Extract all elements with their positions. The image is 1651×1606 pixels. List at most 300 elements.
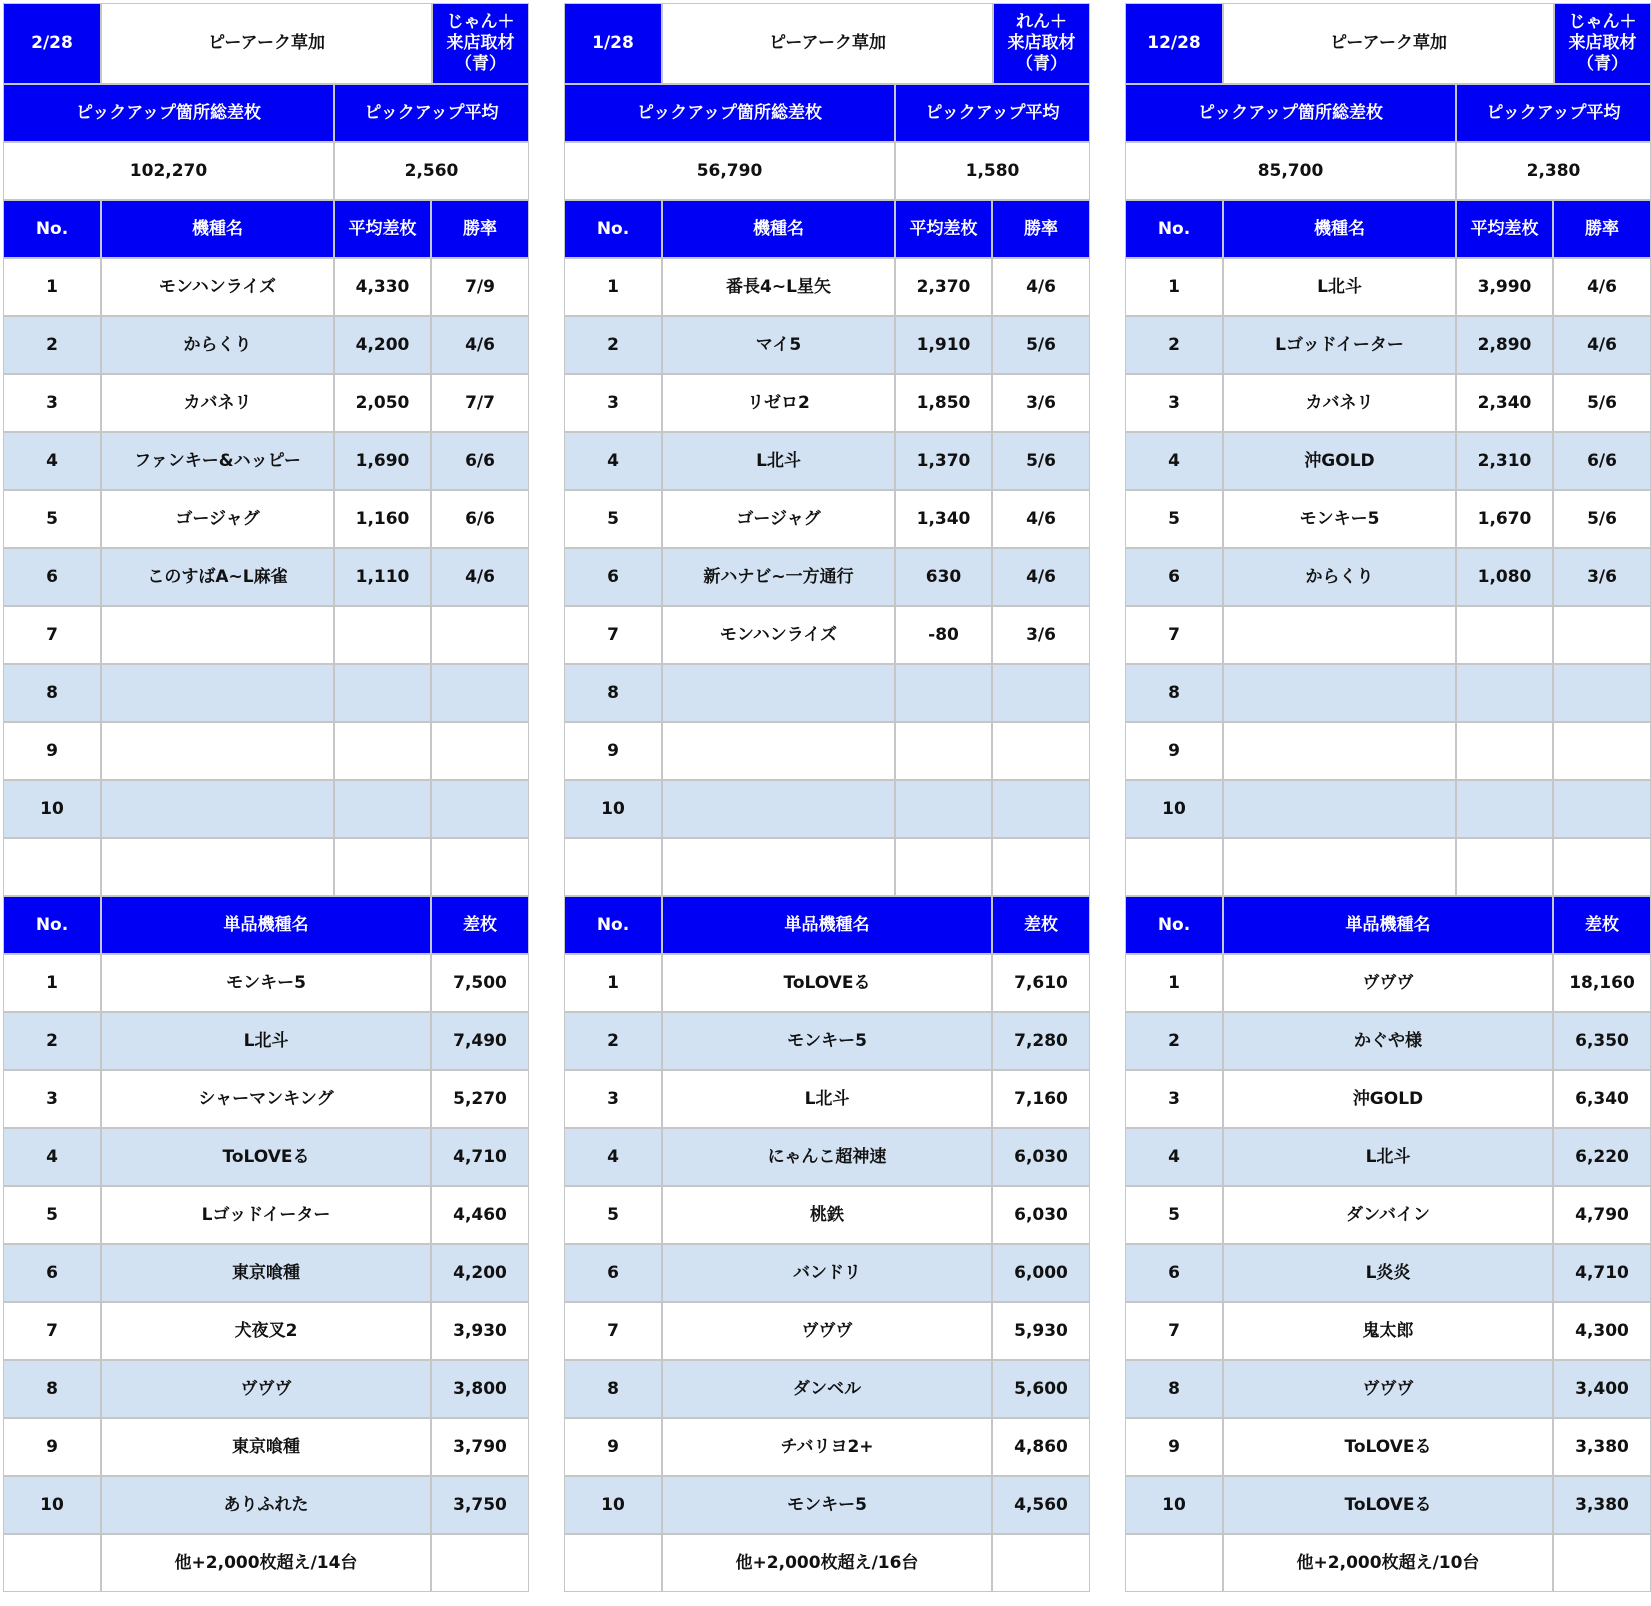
pickup-avg-header: ピックアップ平均 xyxy=(1456,84,1651,142)
win-rate xyxy=(992,722,1090,780)
avg-diff: 1,850 xyxy=(895,374,992,432)
row-number: 9 xyxy=(3,722,101,780)
diff-value: 18,160 xyxy=(1553,954,1651,1012)
win-rate xyxy=(1553,664,1651,722)
empty-cell xyxy=(564,1534,662,1592)
avg-diff xyxy=(334,722,431,780)
diff-value: 3,800 xyxy=(431,1360,529,1418)
single-model-name: 沖GOLD xyxy=(1223,1070,1553,1128)
table-row xyxy=(3,606,529,664)
diff-value: 6,340 xyxy=(1553,1070,1651,1128)
table-row xyxy=(564,316,1090,374)
empty-cell xyxy=(431,838,529,896)
row-number: 8 xyxy=(1125,1360,1223,1418)
row-number: 5 xyxy=(564,490,662,548)
single-model-name: ダンベル xyxy=(662,1360,992,1418)
event-label: じゃん＋ 来店取材 （青） xyxy=(432,3,529,84)
empty-cell xyxy=(662,838,895,896)
table-row xyxy=(564,780,1090,838)
row-number: 7 xyxy=(564,606,662,664)
avg-diff xyxy=(334,664,431,722)
table-row xyxy=(564,432,1090,490)
pickup-header-row xyxy=(3,84,529,142)
row-number: 3 xyxy=(1125,374,1223,432)
row-number: 5 xyxy=(3,490,101,548)
diff-value: 3,380 xyxy=(1553,1476,1651,1534)
avg-diff: 4,330 xyxy=(334,258,431,316)
empty-cell xyxy=(334,838,431,896)
single-model-header: 単品機種名 xyxy=(1223,896,1553,954)
panel-header xyxy=(3,3,529,84)
table-row xyxy=(1125,1186,1651,1244)
row-number: 2 xyxy=(3,1012,101,1070)
model-name xyxy=(662,664,895,722)
row-number: 2 xyxy=(564,316,662,374)
pickup-total-header: ピックアップ箇所総差枚 xyxy=(564,84,895,142)
empty-cell xyxy=(1223,838,1456,896)
diff-value: 6,030 xyxy=(992,1128,1090,1186)
table-row xyxy=(564,606,1090,664)
table-row xyxy=(564,548,1090,606)
avg-diff: 1,910 xyxy=(895,316,992,374)
model-name: 新ハナビ~一方通行 xyxy=(662,548,895,606)
model-name xyxy=(1223,780,1456,838)
model-name: モンキー5 xyxy=(1223,490,1456,548)
table-row xyxy=(1125,722,1651,780)
table-row xyxy=(3,1186,529,1244)
win-rate xyxy=(1553,606,1651,664)
single-model-name: バンドリ xyxy=(662,1244,992,1302)
pickup-total-header: ピックアップ箇所総差枚 xyxy=(1125,84,1456,142)
row-number: 8 xyxy=(1125,664,1223,722)
avg-diff: 2,340 xyxy=(1456,374,1553,432)
empty-cell xyxy=(564,838,662,896)
win-rate: 5/6 xyxy=(1553,490,1651,548)
row-number: 1 xyxy=(1125,954,1223,1012)
win-rate: 7/9 xyxy=(431,258,529,316)
diff-value: 7,610 xyxy=(992,954,1090,1012)
model-name: L北斗 xyxy=(1223,258,1456,316)
diff-header: 差枚 xyxy=(992,896,1090,954)
model-name xyxy=(101,722,334,780)
table-row xyxy=(564,664,1090,722)
table-row xyxy=(3,1012,529,1070)
spacer-row xyxy=(564,838,1090,896)
row-number: 5 xyxy=(3,1186,101,1244)
row-number: 6 xyxy=(564,548,662,606)
diff-header: 差枚 xyxy=(1553,896,1651,954)
table-row xyxy=(564,1186,1090,1244)
model-name: Lゴッドイーター xyxy=(1223,316,1456,374)
model-name: からくり xyxy=(101,316,334,374)
diff-value: 4,790 xyxy=(1553,1186,1651,1244)
row-number: 7 xyxy=(1125,606,1223,664)
table-row xyxy=(1125,258,1651,316)
no-header: No. xyxy=(3,200,101,258)
empty-cell xyxy=(431,1534,529,1592)
model-name: カバネリ xyxy=(101,374,334,432)
row-number: 4 xyxy=(3,1128,101,1186)
table-row xyxy=(564,1360,1090,1418)
row-number: 1 xyxy=(1125,258,1223,316)
table-row xyxy=(564,954,1090,1012)
win-rate: 5/6 xyxy=(992,432,1090,490)
avg-diff-header: 平均差枚 xyxy=(895,200,992,258)
avg-diff: 4,200 xyxy=(334,316,431,374)
model-name xyxy=(101,664,334,722)
store-name: ピーアーク草加 xyxy=(1223,3,1554,84)
win-rate xyxy=(431,664,529,722)
single-model-name: モンキー5 xyxy=(662,1476,992,1534)
panel-header xyxy=(564,3,1090,84)
model-name: このすばA~L麻雀 xyxy=(101,548,334,606)
row-number: 7 xyxy=(3,1302,101,1360)
diff-value: 5,930 xyxy=(992,1302,1090,1360)
table-row xyxy=(3,1418,529,1476)
avg-diff: 1,670 xyxy=(1456,490,1553,548)
row-number: 1 xyxy=(3,954,101,1012)
diff-value: 4,200 xyxy=(431,1244,529,1302)
table-row xyxy=(3,780,529,838)
avg-diff xyxy=(334,606,431,664)
row-number: 4 xyxy=(1125,1128,1223,1186)
row-number: 3 xyxy=(564,374,662,432)
diff-value: 6,350 xyxy=(1553,1012,1651,1070)
row-number: 6 xyxy=(1125,1244,1223,1302)
diff-value: 4,710 xyxy=(1553,1244,1651,1302)
footer-row xyxy=(3,1534,529,1592)
table-row xyxy=(1125,1128,1651,1186)
avg-diff: 1,690 xyxy=(334,432,431,490)
avg-diff: 2,310 xyxy=(1456,432,1553,490)
table-row xyxy=(3,954,529,1012)
single-model-name: L炎炎 xyxy=(1223,1244,1553,1302)
row-number: 2 xyxy=(1125,1012,1223,1070)
win-rate: 4/6 xyxy=(1553,258,1651,316)
win-rate xyxy=(992,780,1090,838)
row-number: 2 xyxy=(1125,316,1223,374)
diff-value: 3,750 xyxy=(431,1476,529,1534)
model-name xyxy=(101,606,334,664)
report-panel xyxy=(564,3,1090,1592)
single-model-name: ありふれた xyxy=(101,1476,431,1534)
avg-diff-header: 平均差枚 xyxy=(1456,200,1553,258)
pickup-avg-header: ピックアップ平均 xyxy=(334,84,529,142)
table-row xyxy=(3,664,529,722)
table-row xyxy=(564,490,1090,548)
diff-value: 6,220 xyxy=(1553,1128,1651,1186)
footer-row xyxy=(564,1534,1090,1592)
pickup-total-value: 85,700 xyxy=(1125,142,1456,200)
empty-cell xyxy=(895,838,992,896)
pickup-avg-value: 1,580 xyxy=(895,142,1090,200)
row-number: 6 xyxy=(1125,548,1223,606)
empty-cell xyxy=(101,838,334,896)
model-name: モンハンライズ xyxy=(662,606,895,664)
table-row xyxy=(564,1244,1090,1302)
diff-value: 4,300 xyxy=(1553,1302,1651,1360)
table-row xyxy=(3,1128,529,1186)
single-model-name: ヴヴヴ xyxy=(1223,1360,1553,1418)
row-number: 7 xyxy=(3,606,101,664)
row-number: 6 xyxy=(3,548,101,606)
avg-diff: 630 xyxy=(895,548,992,606)
footer-note: 他+2,000枚超え/16台 xyxy=(662,1534,992,1592)
row-number: 5 xyxy=(564,1186,662,1244)
no-header: No. xyxy=(1125,896,1223,954)
row-number: 4 xyxy=(564,1128,662,1186)
avg-diff: 1,080 xyxy=(1456,548,1553,606)
table-row xyxy=(564,722,1090,780)
row-number: 8 xyxy=(3,1360,101,1418)
no-header: No. xyxy=(564,896,662,954)
model-name xyxy=(101,780,334,838)
single-model-name: チバリヨ2+ xyxy=(662,1418,992,1476)
diff-value: 3,400 xyxy=(1553,1360,1651,1418)
pickup-avg-value: 2,560 xyxy=(334,142,529,200)
row-number: 1 xyxy=(3,258,101,316)
table-row xyxy=(3,1476,529,1534)
win-rate xyxy=(1553,722,1651,780)
diff-value: 3,790 xyxy=(431,1418,529,1476)
win-rate: 6/6 xyxy=(431,490,529,548)
win-rate: 6/6 xyxy=(1553,432,1651,490)
event-label: れん＋ 来店取材 （青） xyxy=(993,3,1090,84)
row-number: 2 xyxy=(564,1012,662,1070)
no-header: No. xyxy=(3,896,101,954)
row-number: 2 xyxy=(3,316,101,374)
table-row xyxy=(1125,1012,1651,1070)
table-row xyxy=(3,548,529,606)
avg-diff xyxy=(895,780,992,838)
row-number: 3 xyxy=(1125,1070,1223,1128)
table-row xyxy=(564,1012,1090,1070)
table-row xyxy=(1125,490,1651,548)
avg-diff: 1,160 xyxy=(334,490,431,548)
model-name: L北斗 xyxy=(662,432,895,490)
event-label: じゃん＋ 来店取材 （青） xyxy=(1554,3,1651,84)
table-row xyxy=(3,1070,529,1128)
table-row xyxy=(564,374,1090,432)
win-rate: 4/6 xyxy=(992,258,1090,316)
row-number: 10 xyxy=(564,780,662,838)
single-table-header xyxy=(564,896,1090,954)
win-rate xyxy=(431,780,529,838)
pickup-avg-header: ピックアップ平均 xyxy=(895,84,1090,142)
single-model-name: かぐや様 xyxy=(1223,1012,1553,1070)
single-table-header xyxy=(3,896,529,954)
single-model-name: ToLOVEる xyxy=(662,954,992,1012)
model-name: ゴージャグ xyxy=(101,490,334,548)
model-name: からくり xyxy=(1223,548,1456,606)
table-row xyxy=(1125,1244,1651,1302)
single-model-name: ヴヴヴ xyxy=(1223,954,1553,1012)
empty-cell xyxy=(992,838,1090,896)
model-name: 沖GOLD xyxy=(1223,432,1456,490)
pickup-total-header: ピックアップ箇所総差枚 xyxy=(3,84,334,142)
empty-cell xyxy=(992,1534,1090,1592)
row-number: 10 xyxy=(1125,780,1223,838)
row-number: 9 xyxy=(1125,722,1223,780)
row-number: 4 xyxy=(564,432,662,490)
model-name: 番長4~L星矢 xyxy=(662,258,895,316)
diff-value: 4,460 xyxy=(431,1186,529,1244)
avg-diff xyxy=(1456,722,1553,780)
model-table-header xyxy=(1125,200,1651,258)
row-number: 3 xyxy=(564,1070,662,1128)
report-panel xyxy=(3,3,529,1592)
row-number: 6 xyxy=(564,1244,662,1302)
avg-diff: 1,340 xyxy=(895,490,992,548)
diff-value: 5,600 xyxy=(992,1360,1090,1418)
table-row xyxy=(1125,432,1651,490)
no-header: No. xyxy=(1125,200,1223,258)
diff-value: 4,860 xyxy=(992,1418,1090,1476)
single-model-name: 鬼太郎 xyxy=(1223,1302,1553,1360)
model-name: ゴージャグ xyxy=(662,490,895,548)
model-name-header: 機種名 xyxy=(101,200,334,258)
single-model-name: 東京喰種 xyxy=(101,1244,431,1302)
single-model-name: ヴヴヴ xyxy=(662,1302,992,1360)
win-rate: 6/6 xyxy=(431,432,529,490)
single-model-name: 犬夜叉2 xyxy=(101,1302,431,1360)
diff-value: 7,490 xyxy=(431,1012,529,1070)
store-name: ピーアーク草加 xyxy=(101,3,432,84)
table-row xyxy=(3,374,529,432)
pickup-avg-value: 2,380 xyxy=(1456,142,1651,200)
win-rate: 4/6 xyxy=(1553,316,1651,374)
diff-value: 5,270 xyxy=(431,1070,529,1128)
table-row xyxy=(3,432,529,490)
row-number: 3 xyxy=(3,1070,101,1128)
date-label: 12/28 xyxy=(1125,3,1223,84)
win-rate-header: 勝率 xyxy=(431,200,529,258)
table-row xyxy=(3,490,529,548)
row-number: 9 xyxy=(564,1418,662,1476)
single-model-name: L北斗 xyxy=(1223,1128,1553,1186)
single-model-name: ToLOVEる xyxy=(1223,1476,1553,1534)
row-number: 1 xyxy=(564,258,662,316)
win-rate: 3/6 xyxy=(992,374,1090,432)
diff-value: 7,500 xyxy=(431,954,529,1012)
single-model-name: にゃんこ超神速 xyxy=(662,1128,992,1186)
row-number: 5 xyxy=(1125,490,1223,548)
table-row xyxy=(3,316,529,374)
date-label: 2/28 xyxy=(3,3,101,84)
footer-note: 他+2,000枚超え/10台 xyxy=(1223,1534,1553,1592)
table-row xyxy=(1125,1360,1651,1418)
table-row xyxy=(1125,780,1651,838)
pickup-total-value: 56,790 xyxy=(564,142,895,200)
row-number: 4 xyxy=(1125,432,1223,490)
row-number: 8 xyxy=(564,1360,662,1418)
footer-row xyxy=(1125,1534,1651,1592)
table-row xyxy=(564,258,1090,316)
row-number: 8 xyxy=(3,664,101,722)
avg-diff xyxy=(1456,664,1553,722)
avg-diff xyxy=(895,664,992,722)
avg-diff-header: 平均差枚 xyxy=(334,200,431,258)
avg-diff: 2,370 xyxy=(895,258,992,316)
single-model-header: 単品機種名 xyxy=(662,896,992,954)
empty-cell xyxy=(1553,838,1651,896)
row-number: 7 xyxy=(564,1302,662,1360)
single-model-name: 桃鉄 xyxy=(662,1186,992,1244)
single-model-name: シャーマンキング xyxy=(101,1070,431,1128)
pickup-value-row xyxy=(564,142,1090,200)
empty-cell xyxy=(3,838,101,896)
table-row xyxy=(3,1302,529,1360)
model-table-header xyxy=(3,200,529,258)
table-row xyxy=(1125,606,1651,664)
diff-value: 3,380 xyxy=(1553,1418,1651,1476)
diff-value: 4,710 xyxy=(431,1128,529,1186)
model-name xyxy=(662,722,895,780)
table-row xyxy=(564,1476,1090,1534)
row-number: 4 xyxy=(3,432,101,490)
pickup-value-row xyxy=(3,142,529,200)
spacer-row xyxy=(3,838,529,896)
single-model-name: ToLOVEる xyxy=(101,1128,431,1186)
model-name: カバネリ xyxy=(1223,374,1456,432)
table-row xyxy=(1125,316,1651,374)
model-name: モンハンライズ xyxy=(101,258,334,316)
table-row xyxy=(564,1128,1090,1186)
pickup-total-value: 102,270 xyxy=(3,142,334,200)
win-rate-header: 勝率 xyxy=(1553,200,1651,258)
table-row xyxy=(3,722,529,780)
row-number: 9 xyxy=(1125,1418,1223,1476)
empty-cell xyxy=(1125,838,1223,896)
single-model-name: ヴヴヴ xyxy=(101,1360,431,1418)
table-row xyxy=(1125,374,1651,432)
model-name-header: 機種名 xyxy=(662,200,895,258)
diff-header: 差枚 xyxy=(431,896,529,954)
diff-value: 3,930 xyxy=(431,1302,529,1360)
model-name xyxy=(1223,664,1456,722)
row-number: 5 xyxy=(1125,1186,1223,1244)
empty-cell xyxy=(3,1534,101,1592)
single-model-name: モンキー5 xyxy=(662,1012,992,1070)
single-model-name: モンキー5 xyxy=(101,954,431,1012)
avg-diff: 2,050 xyxy=(334,374,431,432)
avg-diff xyxy=(1456,606,1553,664)
model-name-header: 機種名 xyxy=(1223,200,1456,258)
single-model-name: 東京喰種 xyxy=(101,1418,431,1476)
win-rate: 4/6 xyxy=(992,548,1090,606)
table-row xyxy=(1125,954,1651,1012)
table-row xyxy=(564,1418,1090,1476)
pickup-header-row xyxy=(1125,84,1651,142)
table-row xyxy=(3,1244,529,1302)
diff-value: 6,000 xyxy=(992,1244,1090,1302)
table-row xyxy=(1125,1070,1651,1128)
win-rate: 5/6 xyxy=(1553,374,1651,432)
model-name xyxy=(662,780,895,838)
win-rate: 3/6 xyxy=(992,606,1090,664)
avg-diff: 1,110 xyxy=(334,548,431,606)
diff-value: 7,160 xyxy=(992,1070,1090,1128)
win-rate: 4/6 xyxy=(431,316,529,374)
model-name: マイ5 xyxy=(662,316,895,374)
single-model-header: 単品機種名 xyxy=(101,896,431,954)
win-rate xyxy=(1553,780,1651,838)
pickup-header-row xyxy=(564,84,1090,142)
empty-cell xyxy=(1125,1534,1223,1592)
row-number: 3 xyxy=(3,374,101,432)
panel-header xyxy=(1125,3,1651,84)
table-row xyxy=(1125,664,1651,722)
